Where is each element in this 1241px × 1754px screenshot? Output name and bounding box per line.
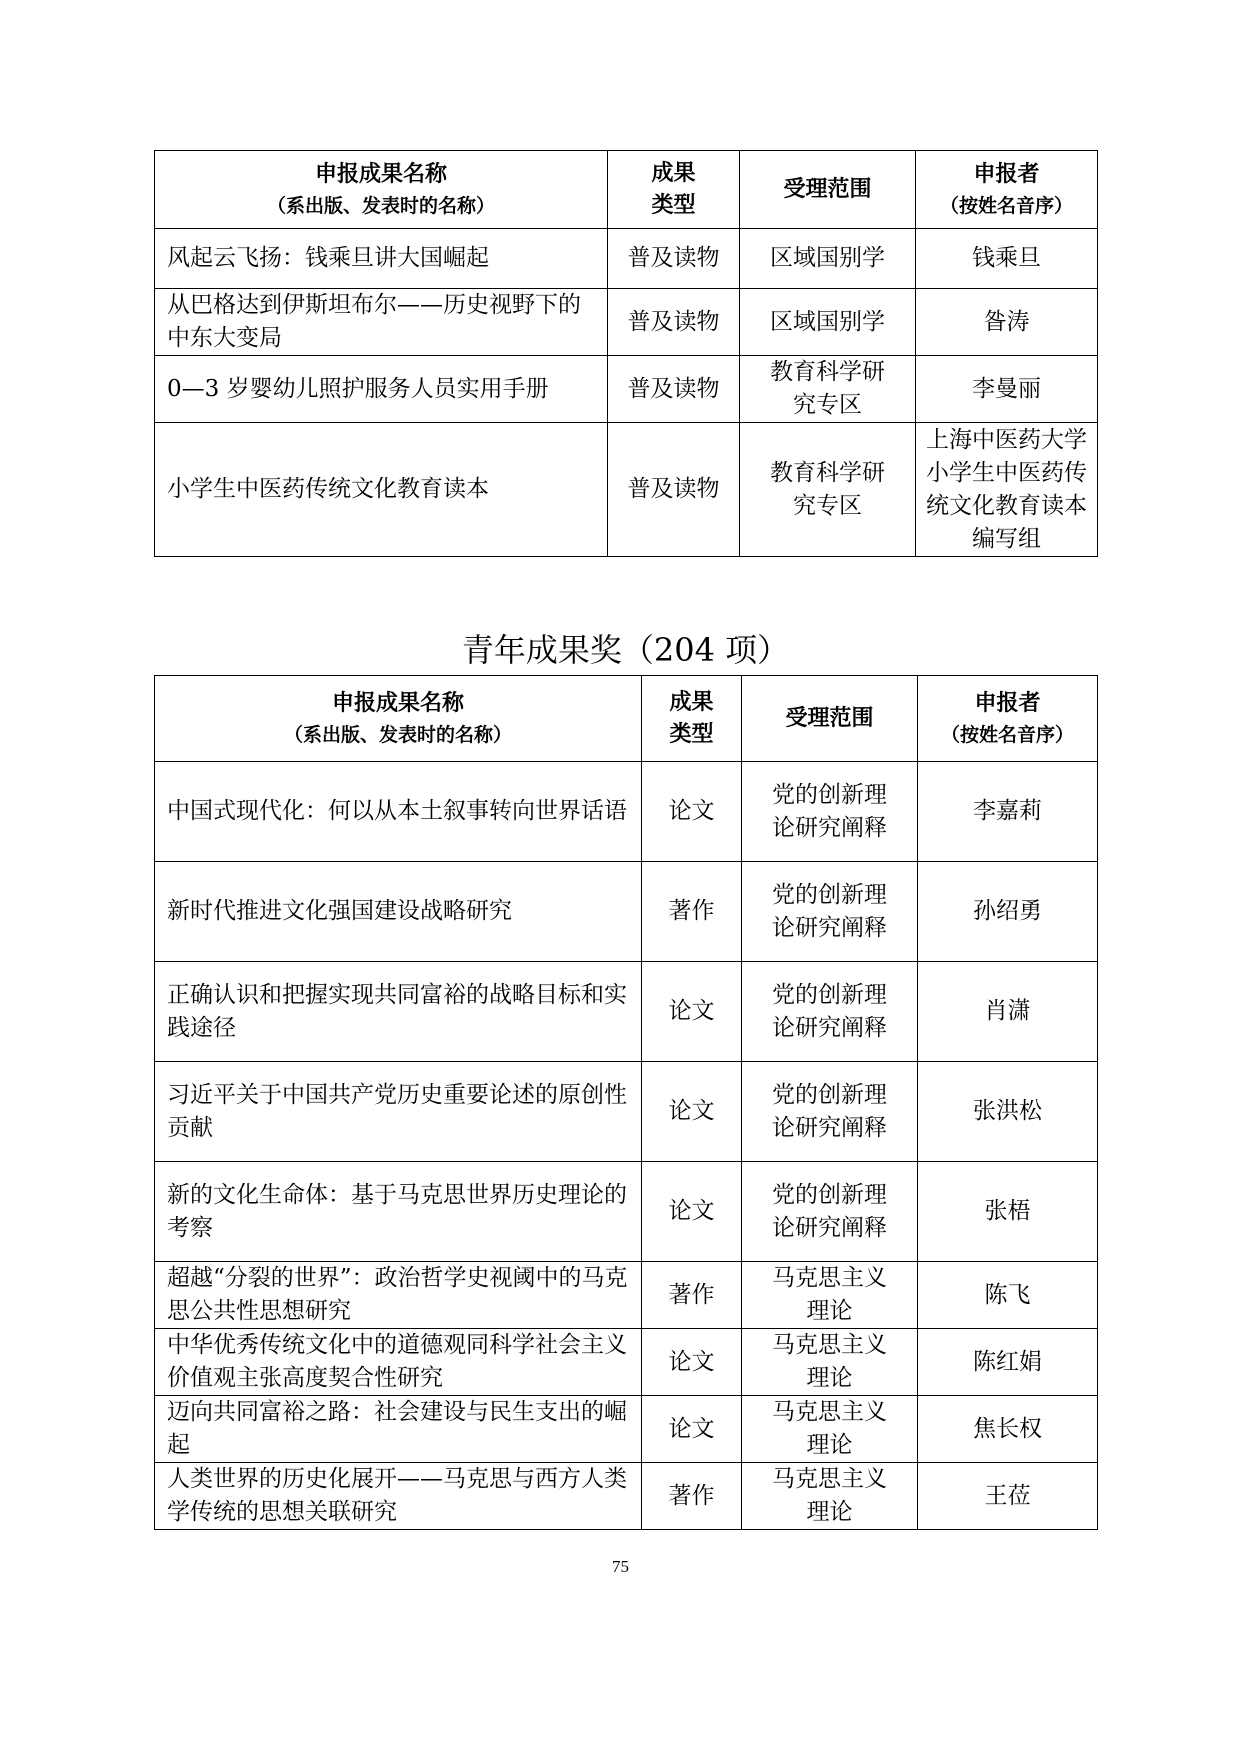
table-row (155, 356, 1098, 423)
result-type: 著作 (642, 1463, 742, 1530)
header-scope: 受理范围 (742, 676, 918, 762)
result-type: 论文 (642, 1396, 742, 1463)
result-scope: 马克思主义理论 (742, 1463, 918, 1530)
result-type: 普及读物 (608, 229, 740, 289)
header-name: 申报成果名称 （系出版、发表时的名称） (155, 676, 642, 762)
result-type: 论文 (642, 1062, 742, 1162)
result-name: 迈向共同富裕之路：社会建设与民生支出的崛起 (155, 1396, 642, 1463)
result-name: 人类世界的历史化展开——马克思与西方人类学传统的思想关联研究 (155, 1463, 642, 1530)
result-applicant: 李嘉莉 (918, 762, 1098, 862)
table-row (155, 1329, 1098, 1396)
result-applicant: 焦长权 (918, 1396, 1098, 1463)
result-applicant: 陈飞 (918, 1262, 1098, 1329)
result-type: 普及读物 (608, 289, 740, 356)
result-name: 新时代推进文化强国建设战略研究 (155, 862, 642, 962)
result-scope: 党的创新理论研究阐释 (742, 962, 918, 1062)
result-applicant: 张洪松 (918, 1062, 1098, 1162)
result-scope: 党的创新理论研究阐释 (742, 762, 918, 862)
section-title: 青年成果奖（204 项） (461, 631, 790, 669)
result-name: 中华优秀传统文化中的道德观同科学社会主义价值观主张高度契合性研究 (155, 1329, 642, 1396)
header-scope: 受理范围 (740, 151, 916, 229)
table-row (155, 423, 1098, 557)
header-name: 申报成果名称 （系出版、发表时的名称） (155, 151, 608, 229)
result-applicant: 李曼丽 (916, 356, 1098, 423)
table-row (155, 862, 1098, 962)
table-row (155, 1162, 1098, 1262)
result-name: 小学生中医药传统文化教育读本 (155, 423, 608, 557)
table-row (155, 289, 1098, 356)
result-name: 0—3 岁婴幼儿照护服务人员实用手册 (155, 356, 608, 423)
table-row (155, 962, 1098, 1062)
result-scope: 教育科学研究专区 (740, 423, 916, 557)
result-scope: 区域国别学 (740, 229, 916, 289)
table-row (155, 762, 1098, 862)
result-scope: 区域国别学 (740, 289, 916, 356)
result-applicant: 陈红娟 (918, 1329, 1098, 1396)
table-row (155, 229, 1098, 289)
result-type: 著作 (642, 1262, 742, 1329)
result-scope: 马克思主义理论 (742, 1396, 918, 1463)
table-row (155, 1262, 1098, 1329)
result-name: 风起云飞扬：钱乘旦讲大国崛起 (155, 229, 608, 289)
result-type: 论文 (642, 962, 742, 1062)
result-scope: 马克思主义理论 (742, 1329, 918, 1396)
result-scope: 党的创新理论研究阐释 (742, 1162, 918, 1262)
result-type: 著作 (642, 862, 742, 962)
header-applicant: 申报者 （按姓名音序） (918, 676, 1098, 762)
result-type: 普及读物 (608, 423, 740, 557)
result-type: 论文 (642, 762, 742, 862)
result-type: 论文 (642, 1162, 742, 1262)
table-header-row (155, 151, 1098, 229)
result-name: 从巴格达到伊斯坦布尔——历史视野下的中东大变局 (155, 289, 608, 356)
result-type: 普及读物 (608, 356, 740, 423)
result-scope: 教育科学研究专区 (740, 356, 916, 423)
result-applicant: 钱乘旦 (916, 229, 1098, 289)
result-applicant: 昝涛 (916, 289, 1098, 356)
result-name: 超越“分裂的世界”：政治哲学史视阈中的马克思公共性思想研究 (155, 1262, 642, 1329)
result-name: 习近平关于中国共产党历史重要论述的原创性贡献 (155, 1062, 642, 1162)
header-type: 成果 类型 (608, 151, 740, 229)
table-header-row (155, 676, 1098, 762)
result-applicant: 孙绍勇 (918, 862, 1098, 962)
result-applicant: 肖潇 (918, 962, 1098, 1062)
result-name: 正确认识和把握实现共同富裕的战略目标和实践途径 (155, 962, 642, 1062)
result-applicant: 王莅 (918, 1463, 1098, 1530)
table-row (155, 1062, 1098, 1162)
result-scope: 党的创新理论研究阐释 (742, 862, 918, 962)
header-type: 成果 类型 (642, 676, 742, 762)
results-table-2 (154, 675, 1098, 1530)
page-number: 75 (612, 1557, 629, 1576)
result-name: 新的文化生命体：基于马克思世界历史理论的考察 (155, 1162, 642, 1262)
table-row (155, 1396, 1098, 1463)
result-scope: 马克思主义理论 (742, 1262, 918, 1329)
result-scope: 党的创新理论研究阐释 (742, 1062, 918, 1162)
header-applicant: 申报者 （按姓名音序） (916, 151, 1098, 229)
results-table-1 (154, 150, 1098, 557)
result-name: 中国式现代化：何以从本土叙事转向世界话语 (155, 762, 642, 862)
result-applicant: 张梧 (918, 1162, 1098, 1262)
result-applicant: 上海中医药大学小学生中医药传统文化教育读本编写组 (916, 423, 1098, 557)
table-row (155, 1463, 1098, 1530)
result-type: 论文 (642, 1329, 742, 1396)
